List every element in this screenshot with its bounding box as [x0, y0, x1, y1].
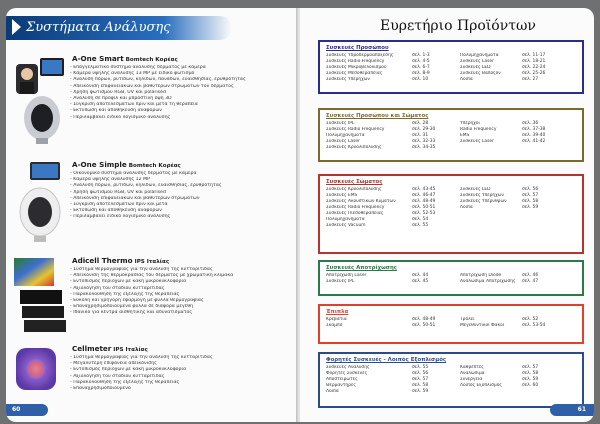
index-entry-name: Κρεβάτια [326, 317, 347, 322]
description-line: - Οικονομικό σύστημα ανάλυσης δέρματος με κάμερα [70, 171, 292, 177]
index-entry-name: Συσκευές IPL [326, 279, 355, 284]
index-entry-page: σελ. 58 [412, 383, 429, 388]
index-column [326, 53, 436, 83]
index-entry-name: Μεγεθυντικοί Φακοί [460, 323, 505, 328]
page-number: 61 [550, 404, 594, 416]
index-column [326, 317, 436, 329]
index-entry-page: σελ. 10 [412, 77, 429, 82]
product-a-one-simple [12, 160, 294, 246]
product-image [12, 160, 68, 250]
index-entry-name: Συσκευές Υπερήχων [326, 77, 370, 82]
index-entry-page: σελ. 41-42 [522, 139, 546, 144]
index-column [326, 365, 436, 395]
description-line: - Επαναχρησιμοποιούμενα φύλλα σε διάφορα μεγέθη [70, 304, 292, 310]
index-entry-page: σελ. 44 [412, 273, 429, 278]
index-box-heading: Φορητές Συσκευές - Λοιπός Εξοπλισμός [326, 357, 447, 363]
description-line: - Ιδανικό για κέντρα αισθητικής και αδυνατίσματος [70, 310, 292, 316]
index-entry[interactable] [326, 389, 436, 395]
description-line: - Παρακολούθηση της εξέλιξης της θεραπείας [70, 380, 292, 386]
index-entry-name: Λοιπά [460, 77, 473, 82]
index-entry-name: Φορητές Συσκευές [326, 371, 368, 376]
product-title: A-One Simple Bomtech Κορέας [72, 160, 181, 169]
index-entry-page: σελ. 11-17 [522, 53, 546, 58]
index-box-heading: Συσκευές Σώματος [326, 179, 383, 185]
product-image [12, 344, 68, 404]
description-line: - Αξιολόγηση του σταδίου κυτταρίτιδας [70, 374, 292, 380]
index-entry-name: Συσκευές LED [460, 187, 491, 192]
section-title: Συστήματα Ανάλυσης [26, 20, 171, 35]
index-box [318, 108, 584, 162]
index-entry-name: Λοιπά [460, 205, 473, 210]
index-entry-name: EMS [460, 133, 470, 138]
index-entry-page: σελ. 60 [522, 383, 539, 388]
index-entry[interactable] [326, 77, 436, 83]
index-entry-page: σελ. 45 [412, 279, 429, 284]
index-entry-name: Πολυμηχανήματα [326, 133, 365, 138]
description-line: - Απεικόνιση της θερμοκρασίας του δέρματος με χρωματική κλίμακα [70, 273, 292, 279]
index-entry[interactable] [460, 279, 546, 285]
index-entry-name: Συσκευές Υπερήχων [460, 193, 504, 198]
index-box-heading: Συσκευές Προσώπου [326, 45, 389, 51]
index-entry-name: Συσκευές Laser [460, 59, 494, 64]
index-entry-page: σελ. 52-53 [412, 211, 436, 216]
index-column [460, 273, 546, 285]
index-entry-name: Συσκευές EMS [326, 193, 358, 198]
index-entry-page: σελ. 25-26 [522, 71, 546, 76]
index-entry[interactable] [326, 323, 436, 329]
product-image [12, 54, 68, 150]
index-entry-name: Συσκευές Radio Frequency [326, 205, 385, 210]
index-entry-name: Συσκευές Ακουστικών Κυμάτων [326, 199, 396, 204]
index-entry-name: Συσκευές Radio Frequency [326, 59, 385, 64]
index-box [318, 352, 584, 408]
product-adicell-thermo [12, 256, 294, 336]
index-entry[interactable] [460, 205, 546, 211]
index-entry-page: σελ. 46-47 [412, 193, 436, 198]
index-entry-page: σελ. 8-9 [412, 71, 430, 76]
product-description [70, 267, 292, 317]
index-entry-page: σελ. 53-54 [522, 323, 546, 328]
index-entry-name: Συσκευές Μικροβελονισμού [326, 65, 387, 70]
index-entry-name: Συσκευές Υδροδερμοαπόξεσης [326, 53, 394, 58]
description-line: - Εκτύπωση και αποθήκευση αναφορών [70, 208, 292, 214]
description-line: - Παρακολούθηση της εξέλιξης της θεραπείας [70, 292, 292, 298]
index-entry-name: Λοιπός Εξοπλισμός [460, 383, 502, 388]
index-entry-page: σελ. 48-49 [412, 199, 436, 204]
index-entry-page: σελ. 36 [522, 121, 539, 126]
index-box-heading: Συσκευές Αποτρίχωσης [326, 265, 397, 271]
index-entry-page: σελ. 29-30 [412, 127, 436, 132]
index-entry-name: Αποτρίχωση Diode [460, 273, 502, 278]
index-column [326, 273, 436, 285]
index-entry-page: σελ. 55 [412, 223, 429, 228]
index-entry-name: Συσκευές Laser [326, 139, 360, 144]
index-column [460, 53, 546, 83]
product-image [12, 256, 68, 338]
index-entry-page: σελ. 48-49 [412, 317, 436, 322]
index-entry-name: Συσκευές Radio Frequency [326, 127, 385, 132]
index-entry-page: σελ. 57 [412, 377, 429, 382]
index-entry-page: σελ. 58 [522, 199, 539, 204]
index-entry-page: σελ. 32-33 [412, 139, 436, 144]
index-entry-name: Καθρέπτες [460, 365, 484, 370]
index-entry-page: σελ. 55 [412, 365, 429, 370]
index-entry-name: Λοιπά [326, 389, 339, 394]
index-entry[interactable] [326, 145, 436, 151]
arrow-icon [12, 19, 21, 35]
index-box [318, 40, 584, 94]
description-line: - Εντοπισμός περιοχών με κακή μικροκυκλοφορία [70, 367, 292, 373]
index-title: Ευρετήριο Προϊόντων [380, 18, 536, 34]
description-line: - Περιλαμβάνει ειδικό λογισμικό ανάλυσης [70, 115, 292, 121]
description-line: - Επαγγελματικό σύστημα ανάλυσης δέρματος με κάμερα [70, 65, 292, 71]
product-title: Adicell Thermo IPS Ιταλίας [72, 256, 170, 265]
index-entry-page: σελ. 43-45 [412, 187, 436, 192]
index-entry-name: Συσκευές Κρυολιπόλυσης [326, 187, 382, 192]
index-box [318, 304, 584, 344]
description-line: - Επαναχρησιμοποιούμενο [70, 386, 292, 392]
index-entry-page: σελ. 31 [412, 133, 429, 138]
index-entry-page: σελ. 50-51 [412, 323, 436, 328]
description-line: - Σύστημα θερμογραφίας για την ανάλυση της κυτταρίτιδας [70, 267, 292, 273]
index-entry-page: σελ. 6-7 [412, 65, 430, 70]
description-line: - Κάμερα υψηλής ανάλυσης 12 MP [70, 177, 292, 183]
index-entry-page: σελ. 18-21 [522, 59, 546, 64]
index-entry-page: σελ. 34-35 [412, 145, 436, 150]
index-entry-page: σελ. 56 [412, 371, 429, 376]
index-entry-name: Πολυμηχανήματα [460, 53, 499, 58]
description-line: - Αξιολόγηση του σταδίου κυτταρίτιδας [70, 286, 292, 292]
description-line: - Περιλαμβάνει ειδικό λογισμικό ανάλυσης [70, 214, 292, 220]
product-description [70, 355, 292, 392]
product-title: Cellmeter IPS Ιταλίας [72, 344, 148, 353]
index-entry-name: Συσκευές Πιεσοθεραπείας [326, 211, 384, 216]
index-entry-page: σελ. 59 [522, 377, 539, 382]
right-page [300, 8, 594, 422]
index-box [318, 174, 584, 254]
description-line: - Σύστημα θερμογραφίας για την ανάλυση της κυτταρίτιδας [70, 355, 292, 361]
index-entry-name: Πολυμηχανήματα [326, 217, 365, 222]
index-entry-page: σελ. 47 [522, 279, 539, 284]
index-entry-page: σελ. 59 [522, 205, 539, 210]
description-line: - Σύγκριση αποτελεσμάτων πριν και μετά [70, 202, 292, 208]
index-entry-page: σελ. 4-5 [412, 59, 430, 64]
index-column [460, 365, 546, 389]
left-page [6, 8, 298, 422]
description-line: - Ανάλυση σε προφίλ και μπροστινή όψη 3D [70, 96, 292, 102]
description-line: - Ανάλυση πόρων, ρυτίδων, κηλίδων, πανάδων, ευαισθησίας, ερυθρότητας [70, 77, 292, 83]
index-entry-name: Συσκευές Κρυολιπόλυσης [326, 145, 382, 150]
description-line: - Σύγκριση αποτελεσμάτων πριν και μετά τη θεραπεία [70, 102, 292, 108]
description-line: - Ανάλυση πόρων, ρυτίδων, κηλίδων, ευαισθησίας, ερυθρότητας [70, 183, 292, 189]
description-line: - Εκτύπωση και αποθήκευση αναφορών [70, 108, 292, 114]
index-entry[interactable] [326, 223, 436, 229]
product-cellmeter [12, 344, 294, 400]
index-entry-name: Συσκευές LED [460, 65, 491, 70]
index-entry-page: σελ. 57 [522, 365, 539, 370]
index-entry-page: σελ. 27 [522, 77, 539, 82]
page-number: 60 [6, 404, 48, 416]
index-entry[interactable] [326, 279, 436, 285]
description-line: - Απεικόνιση επιφανειακών και βαθύτερων στρωμάτων [70, 196, 292, 202]
index-entry-name: Αποτρίχωση Laser [326, 273, 367, 278]
index-entry-name: Συσκευές Υπέρυθρων [460, 199, 507, 204]
index-entry-name: Αναλώσιμα [460, 371, 485, 376]
description-line: - Εύκολη και γρήγορη εφαρμογή με φύλλα θερμογραφίας [70, 298, 292, 304]
index-entry-name: Υπέρηχοι [460, 121, 480, 126]
index-column [460, 317, 546, 329]
index-entry-name: Συσκευές Μεσοθεραπείας [326, 71, 383, 76]
index-column [326, 121, 436, 151]
index-entry-name: Αποστειρωτές [326, 377, 358, 382]
index-entry-page: σελ. 56 [522, 187, 539, 192]
index-box [318, 260, 584, 296]
index-entry-page: σελ. 22-24 [522, 65, 546, 70]
index-entry[interactable] [460, 383, 546, 389]
description-line: - Μεγαλύτερη επιφάνεια απεικόνισης [70, 361, 292, 367]
index-column [460, 187, 546, 211]
index-entry-page: σελ. 54 [412, 217, 429, 222]
index-entry-page: σελ. 39-40 [522, 133, 546, 138]
index-entry-name: Συσκευές Laser [460, 139, 494, 144]
index-entry-page: σελ. 59 [412, 389, 429, 394]
index-entry-name: Θερμαντήρες [326, 383, 356, 388]
index-box-heading: Συσκευές Προσώπου και Σώματος [326, 113, 429, 119]
index-column [326, 187, 436, 229]
index-entry-name: Radio Frequency [460, 127, 497, 132]
description-line: - Εντοπισμός περιοχών με κακή μικροκυκλοφορία [70, 279, 292, 285]
index-entry[interactable] [460, 323, 546, 329]
index-entry-name: Συσκευές Vacuum [326, 223, 366, 228]
index-entry-name: Σκαμπό [326, 323, 343, 328]
index-entry-page: σελ. 58 [522, 371, 539, 376]
index-entry-page: σελ. 1-3 [412, 53, 430, 58]
index-entry-name: Συνεργεία [460, 377, 483, 382]
index-entry-name: Αναλώσιμα Αποτρίχωσης [460, 279, 516, 284]
product-description [70, 171, 292, 221]
index-entry-name: Τρόλεϊ [460, 317, 475, 322]
index-entry-page: σελ. 46 [522, 273, 539, 278]
index-entry-page: σελ. 28 [412, 121, 429, 126]
index-entry-page: σελ. 37-38 [522, 127, 546, 132]
product-description [70, 65, 292, 121]
index-entry-name: Συσκευές IPL [326, 121, 355, 126]
description-line: - Απεικόνιση επιφανειακών και βαθύτερων στρωμάτων του δέρματος [70, 84, 292, 90]
product-a-one-smart [12, 54, 294, 150]
description-line: - Χρήση φωτισμού RGB, UV και polarised [70, 190, 292, 196]
index-box-heading: Έπιπλα [326, 309, 349, 315]
index-entry-page: σελ. 52 [522, 317, 539, 322]
index-entry-page: σελ. 50-51 [412, 205, 436, 210]
index-entry[interactable] [460, 139, 546, 145]
description-line: - Κάμερα υψηλής ανάλυσης 13 MP με ειδικό φωτισμό [70, 71, 292, 77]
product-title: A-One Smart Bomtech Κορέας [72, 54, 178, 63]
index-entry[interactable] [460, 77, 546, 83]
index-entry-name: Συσκευές Βαποζόν [460, 71, 501, 76]
index-entry-name: Συσκευές Ανάλυσης [326, 365, 370, 370]
description-line: - Χρήση φωτισμού RGB, UV και polarised [70, 90, 292, 96]
index-column [460, 121, 546, 145]
section-banner [6, 16, 232, 40]
index-entry-page: σελ. 57 [522, 193, 539, 198]
